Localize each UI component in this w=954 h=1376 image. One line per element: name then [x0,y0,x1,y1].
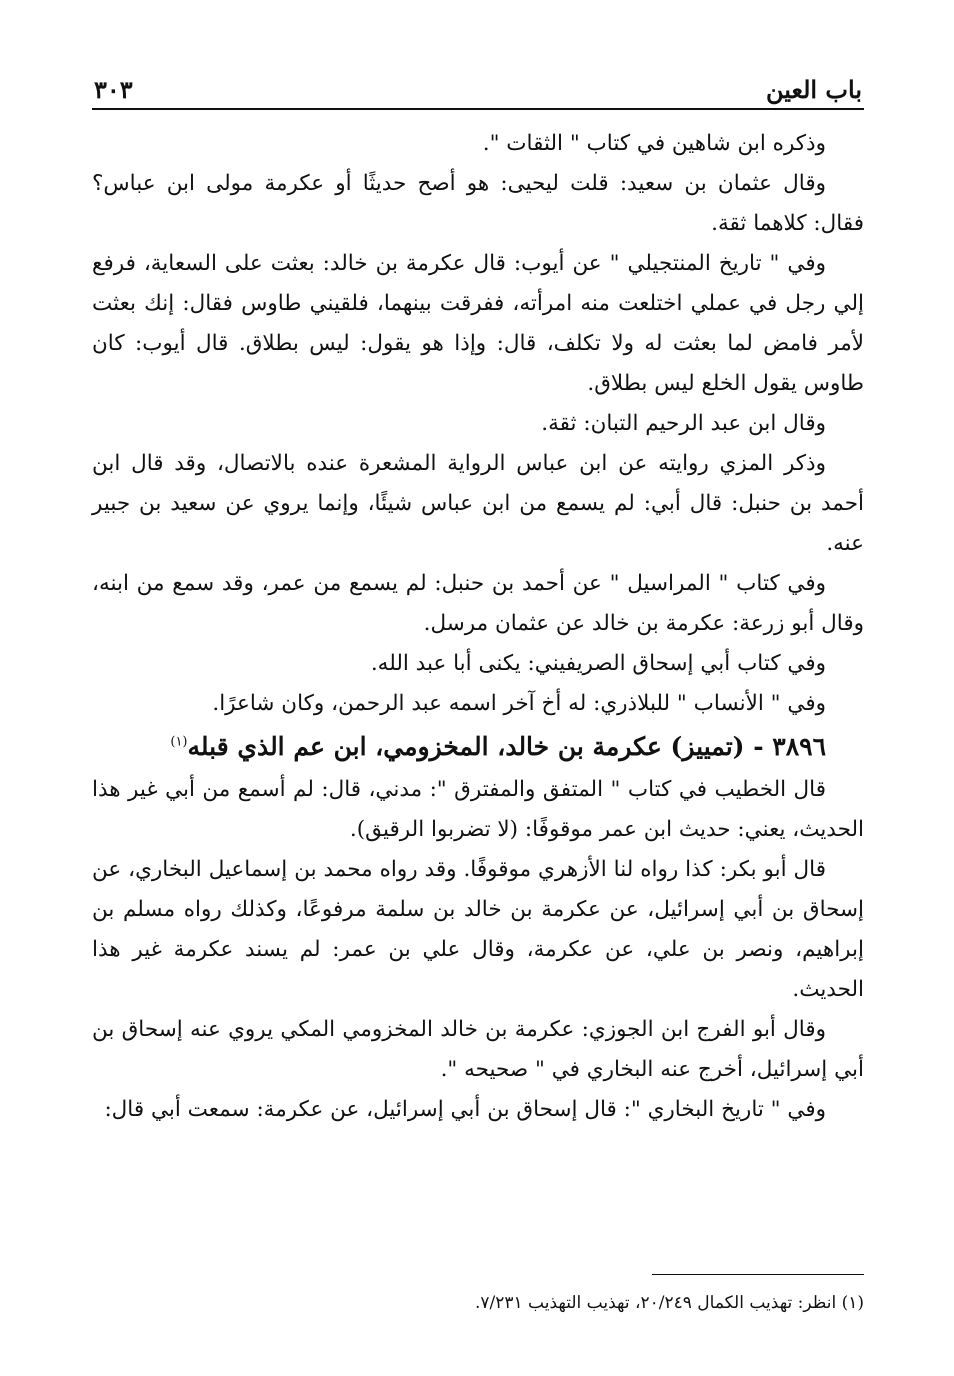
paragraph: وفي " الأنساب " للبلاذري: له أخ آخر اسمه عبد الرحمن، وكان شاعرًا. [212,691,826,716]
paragraph: وذكره ابن شاهين في كتاب " الثقات ". [482,131,826,156]
chapter-title: باب العين [765,75,862,104]
paragraph: وفي كتاب " المراسيل " عن أحمد بن حنبل: لم يسمع من عمر، وقد سمع من ابنه، وقال أبو زرعة: عكرمة بن خالد عن عثمان مرسل. [92,571,864,636]
footnote-reference[interactable]: (١) [170,734,188,750]
footnote-separator [652,1274,864,1275]
footnote: (١) انظر: تهذيب الكمال ٢٠/٢٤٩، تهذيب التهذيب ٧/٢٣١. [474,1293,864,1313]
paragraph: قال الخطيب في كتاب " المتفق والمفترق ": مدني، قال: لم أسمع من أبي غير هذا الحديث، يعني: حديث ابن عمر موقوفًا: (لا تضربوا الرقيق). [92,777,864,842]
paragraph: وقال أبو الفرج ابن الجوزي: عكرمة بن خالد المخزومي المكي يروي عنه إسحاق بن أبي إسرائيل، أخرج عنه البخاري في " صحيحه ". [92,1017,864,1082]
page-body [92,124,864,1130]
running-header [92,58,864,110]
paragraph: وقال عثمان بن سعيد: قلت ليحيى: هو أصح حديثًا أو عكرمة مولى ابن عباس؟ فقال: كلاهما ثقة. [92,171,864,236]
entry-heading [92,724,864,770]
paragraph: وفي " تاريخ المنتجيلي " عن أيوب: قال عكرمة بن خالد: بعثت على السعاية، فرفع إلي رجل في عملي اختلعت منه امرأته، ففرقت بينهما، فلقيني طاوس فقال: إنك بعثت لأمر فامض لما بعثت له ولا تكلف، قال: وإذا هو يقول: ليس بطلاق. قال أيوب: كان طاوس يقول الخلع ليس بطلاق. [92,251,864,396]
book-page [92,58,864,1348]
page-number: ٣٠٣ [94,75,133,104]
paragraph: وفي كتاب أبي إسحاق الصريفيني: يكنى أبا عبد الله. [370,651,826,676]
paragraph: وقال ابن عبد الرحيم التبان: ثقة. [541,411,826,436]
paragraph: وفي " تاريخ البخاري ": قال إسحاق بن أبي إسرائيل، عن عكرمة: سمعت أبي قال: [104,1097,826,1122]
paragraph: وذكر المزي روايته عن ابن عباس الرواية المشعرة عنده بالاتصال، وقد قال ابن أحمد بن حنبل: قال أبي: لم يسمع من ابن عباس شيئًا، وإنما يروي عن سعيد بن جبير عنه. [92,451,864,556]
entry-heading-text: ٣٨٩٦ - (تمييز) عكرمة بن خالد، المخزومي، ابن عم الذي قبله [187,732,826,761]
paragraph: قال أبو بكر: كذا رواه لنا الأزهري موقوفًا. وقد رواه محمد بن إسماعيل البخاري، عن إسحاق بن أبي إسرائيل، عن عكرمة بن خالد بن سلمة مرفوعًا، وكذلك رواه مسلم بن إبراهيم، ونصر بن علي، عن عكرمة، وقال علي بن عمر: لم يسند عكرمة غير هذا الحديث. [92,857,864,1002]
